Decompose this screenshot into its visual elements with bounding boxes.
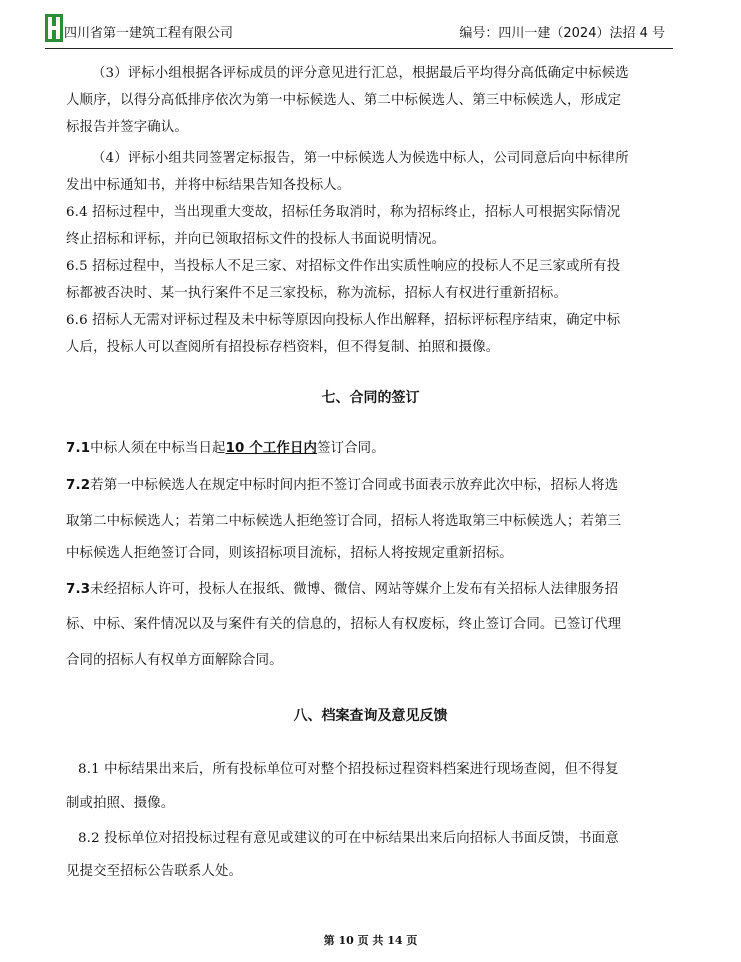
paragraph-line: 标都被否决时、某一执行案件不足三家投标，称为流标，招标人有权进行重新招标。 bbox=[66, 286, 568, 301]
clause-7-2 bbox=[66, 473, 676, 499]
page-header bbox=[45, 14, 673, 49]
page-number: 第 10 页 共 14 页 bbox=[323, 934, 418, 947]
paragraph-line: 中标候选人拒绝签订合同，则该招标项目流标，招标人将按规定重新招标。 bbox=[66, 546, 513, 561]
section-7-heading: 七、合同的签订 bbox=[321, 390, 420, 406]
clause-number: 7.2 bbox=[66, 478, 91, 493]
company-name: 四川省第一建筑工程有限公司 bbox=[64, 26, 234, 41]
paragraph-line: （4）评标小组共同签署定标报告，第一中标候选人为候选中标人，公司同意后向中标律所 bbox=[92, 151, 629, 166]
paragraph-line: 6.5 招标过程中，当投标人不足三家、对招标文件作出实质性响应的投标人不足三家或所有投 bbox=[66, 259, 621, 274]
clause-7-1 bbox=[66, 436, 676, 462]
clause-text: 若第一中标候选人在规定中标时间内拒不签订合同或书面表示放弃此次中标，招标人将选 bbox=[90, 478, 619, 493]
clause-number: 7.1 bbox=[66, 441, 91, 456]
company-logo-icon bbox=[45, 14, 63, 42]
document-number: 编号：四川一建（2024）法招 4 号 bbox=[459, 26, 665, 41]
section-8-heading: 八、档案查询及意见反馈 bbox=[293, 708, 448, 724]
paragraph-line: 见提交至招标公告联系人处。 bbox=[66, 864, 243, 879]
paragraph-line: 终止招标和评标，并向已领取招标文件的投标人书面说明情况。 bbox=[66, 232, 446, 247]
paragraph-line: 人顺序，以得分高低排序依次为第一中标候选人、第二中标候选人、第三中标候选人，形成定 bbox=[66, 93, 622, 108]
paragraph-line: 6.4 招标过程中，当出现重大变故，招标任务取消时，称为招标终止，招标人可根据实际情况 bbox=[66, 205, 621, 220]
paragraph-line: 制或拍照、摄像。 bbox=[66, 796, 175, 811]
deadline-emphasis: 10 个工作日内 bbox=[225, 441, 318, 456]
clause-text: 签订合同。 bbox=[317, 441, 385, 456]
paragraph-line: 取第二中标候选人；若第二中标候选人拒绝签订合同，招标人将选取第三中标候选人；若第三 bbox=[66, 514, 622, 529]
paragraph-line: 8.1 中标结果出来后，所有投标单位可对整个招投标过程资料档案进行现场查阅，但不得复 bbox=[78, 762, 619, 777]
clause-text: 未经招标人许可，投标人在报纸、微博、微信、网站等媒介上发布有关招标人法律服务招 bbox=[90, 582, 619, 597]
paragraph-line: 8.2 投标单位对招投标过程有意见或建议的可在中标结果出来后向招标人书面反馈，书面意 bbox=[78, 831, 619, 846]
paragraph-line: 发出中标通知书，并将中标结果告知各投标人。 bbox=[66, 178, 351, 193]
clause-text: 中标人须在中标当日起 bbox=[90, 441, 226, 456]
paragraph-line: 标、中标、案件情况以及与案件有关的信息的，招标人有权废标，终止签订合同。已签订代理 bbox=[66, 617, 622, 632]
paragraph-line: 合同的招标人有权单方面解除合同。 bbox=[66, 653, 283, 668]
paragraph-line: 标报告并签字确认。 bbox=[66, 120, 188, 135]
paragraph-line: 人后，投标人可以查阅所有招投标存档资料，但不得复制、拍照和摄像。 bbox=[66, 340, 500, 355]
clause-number: 7.3 bbox=[66, 582, 91, 597]
paragraph-line: （3）评标小组根据各评标成员的评分意见进行汇总，根据最后平均得分高低确定中标候选 bbox=[92, 66, 629, 81]
clause-7-3 bbox=[66, 577, 676, 603]
paragraph-line: 6.6 招标人无需对评标过程及未中标等原因向投标人作出解释，招标评标程序结束，确定中标 bbox=[66, 313, 621, 328]
